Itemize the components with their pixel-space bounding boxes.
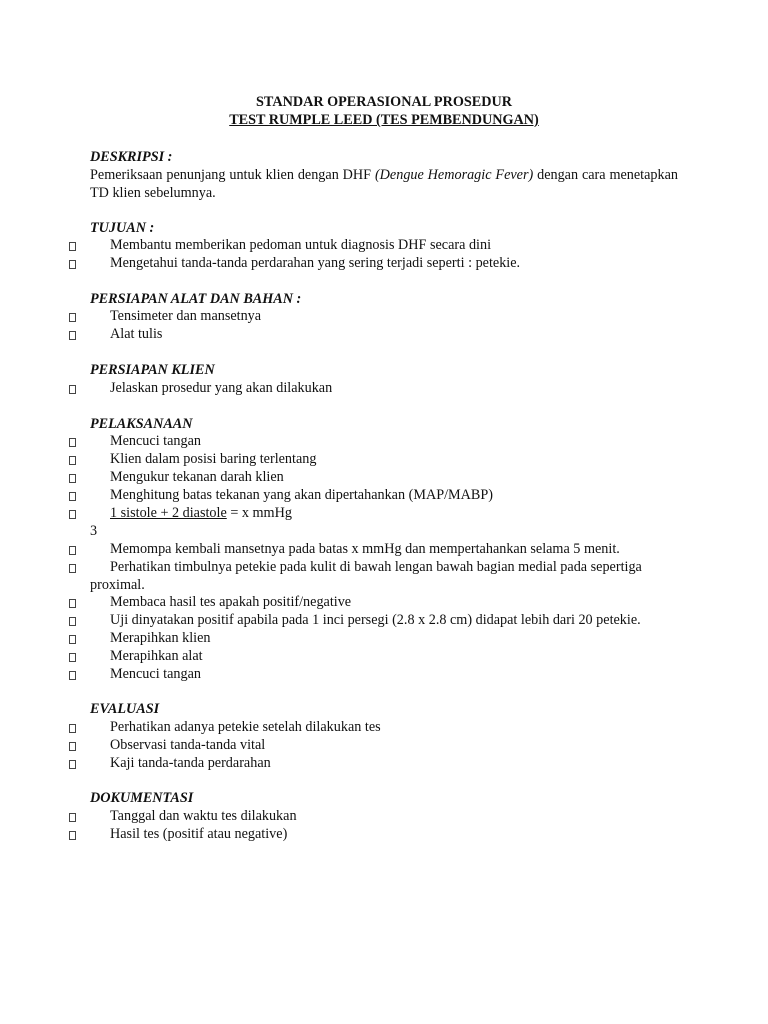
section-heading-persiapan-alat: PERSIAPAN ALAT DAN BAHAN : — [90, 291, 302, 307]
doc-title: STANDAR OPERASIONAL PROSEDUR — [256, 94, 512, 110]
bullet-box-icon — [68, 630, 82, 648]
bullet-box-icon — [68, 451, 82, 469]
section-heading-pelaksanaan: PELAKSANAAN — [90, 416, 193, 432]
list-item-line: proximal. — [90, 577, 145, 593]
formula-line — [110, 504, 292, 522]
bullet-box-icon — [68, 487, 82, 505]
bullet-box-icon — [68, 737, 82, 755]
list-item: Mengukur tekanan darah klien — [110, 469, 284, 485]
list-item: Alat tulis — [110, 326, 163, 342]
deskripsi-text-start: Pemeriksaan penunjang untuk klien dengan DHF — [90, 167, 375, 183]
bullet-box-icon — [68, 666, 82, 684]
section-heading-deskripsi: DESKRIPSI : — [90, 149, 173, 165]
bullet-box-icon — [68, 469, 82, 487]
section-heading-dokumentasi: DOKUMENTASI — [90, 790, 194, 806]
bullet-box-icon — [68, 255, 82, 273]
bullet-box-icon — [68, 594, 82, 612]
bullet-box-icon — [68, 505, 82, 523]
list-item: Mencuci tangan — [110, 433, 201, 449]
list-item: Membaca hasil tes apakah positif/negative — [110, 594, 352, 610]
deskripsi-text-italic: (Dengue Hemoragic Fever) — [374, 167, 534, 183]
doc-subtitle: TEST RUMPLE LEED (TES PEMBENDUNGAN) — [229, 112, 539, 128]
section-heading-tujuan: TUJUAN : — [90, 220, 155, 236]
list-item-line: Perhatikan timbulnya petekie pada kulit di bawah lengan bawah bagian medial pada sepertiga — [110, 559, 642, 575]
list-item: Merapihkan alat — [110, 648, 203, 664]
bullet-box-icon — [68, 612, 82, 630]
list-item: Kaji tanda-tanda perdarahan — [110, 755, 271, 771]
list-item: Merapihkan klien — [110, 630, 211, 646]
list-item: Perhatikan adanya petekie setelah dilakukan tes — [110, 719, 381, 735]
deskripsi-paragraph — [90, 166, 678, 202]
bullet-box-icon — [68, 719, 82, 737]
list-item: Jelaskan prosedur yang akan dilakukan — [110, 380, 333, 396]
list-item: Mengetahui tanda-tanda perdarahan yang sering terjadi seperti : petekie. — [110, 255, 521, 271]
list-item: Uji dinyatakan positif apabila pada 1 inci persegi (2.8 x 2.8 cm) didapat lebih dari 20 petekie. — [110, 612, 641, 628]
bullet-box-icon — [68, 808, 82, 826]
section-heading-evaluasi: EVALUASI — [90, 701, 160, 717]
bullet-box-icon — [68, 237, 82, 255]
section-heading-persiapan-klien: PERSIAPAN KLIEN — [90, 362, 215, 378]
formula-numerator: 1 sistole + 2 diastole — [110, 505, 227, 521]
list-item: Mencuci tangan — [110, 666, 201, 682]
deskripsi-text-end: dengan cara menetapkan TD klien sebelumnya. — [90, 167, 679, 201]
list-item: Memompa kembali mansetnya pada batas x mmHg dan mempertahankan selama 5 menit. — [110, 541, 620, 557]
bullet-box-icon — [68, 433, 82, 451]
bullet-box-icon — [68, 755, 82, 773]
list-item: Menghitung batas tekanan yang akan dipertahankan (MAP/MABP) — [110, 487, 493, 503]
bullet-box-icon — [68, 308, 82, 326]
bullet-box-icon — [68, 326, 82, 344]
list-item: Tensimeter dan mansetnya — [110, 308, 262, 324]
formula-result: = x mmHg — [226, 505, 292, 521]
bullet-box-icon — [68, 826, 82, 844]
list-item: Klien dalam posisi baring terlentang — [110, 451, 317, 467]
list-item: Hasil tes (positif atau negative) — [110, 826, 288, 842]
bullet-box-icon — [68, 380, 82, 398]
bullet-box-icon — [68, 541, 82, 559]
formula-denominator: 3 — [90, 523, 98, 539]
list-item: Membantu memberikan pedoman untuk diagnosis DHF secara dini — [110, 237, 492, 253]
bullet-box-icon — [68, 648, 82, 666]
list-item-wrapped — [90, 558, 678, 594]
bullet-box-icon — [68, 559, 82, 577]
list-item: Tanggal dan waktu tes dilakukan — [110, 808, 297, 824]
list-item: Observasi tanda-tanda vital — [110, 737, 266, 753]
